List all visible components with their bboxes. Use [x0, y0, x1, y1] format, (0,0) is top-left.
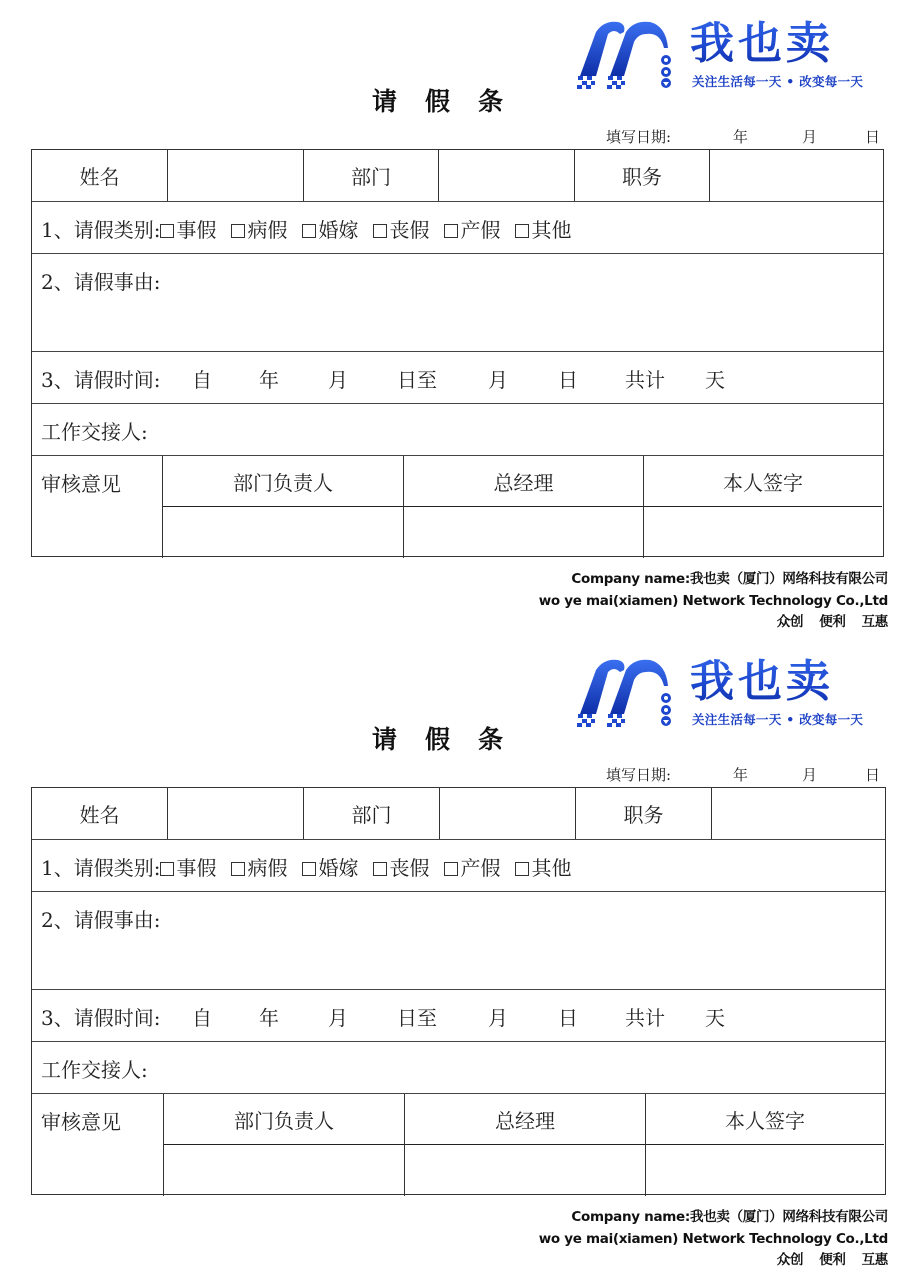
brand-name: 我也卖	[690, 656, 834, 707]
review-dept-head	[163, 1094, 404, 1196]
logo-m-icon	[574, 656, 678, 728]
time-from: 自	[192, 368, 212, 392]
option-other[interactable]: 其他	[515, 852, 571, 881]
review-dept-head-label: 部门负责人	[163, 456, 403, 507]
fill-date-label: 填写日期:	[606, 766, 672, 784]
fill-date-day[interactable]: 日	[865, 766, 881, 784]
leave-type-label: 1、请假类别:	[41, 218, 161, 242]
form-title	[372, 82, 531, 118]
option-marriage[interactable]: 婚嫁	[302, 852, 358, 881]
position-field[interactable]	[712, 788, 884, 839]
dept-field[interactable]	[439, 150, 575, 201]
value-tag: 众创	[776, 1252, 804, 1268]
reason-row[interactable]	[32, 254, 883, 352]
dept-field[interactable]	[440, 788, 576, 839]
fill-date-day[interactable]: 日	[865, 128, 881, 146]
time-total[interactable]: 共计	[625, 1006, 665, 1030]
leave-table	[31, 787, 886, 1195]
checkbox-icon[interactable]	[515, 224, 529, 238]
reason-label: 2、请假事由:	[41, 908, 161, 932]
option-other[interactable]: 其他	[515, 214, 571, 243]
leave-type-row	[32, 840, 885, 892]
fill-date-year[interactable]: 年	[733, 766, 749, 784]
review-self-sign[interactable]	[644, 507, 882, 558]
title-char: 条	[478, 87, 504, 116]
review-self-sign[interactable]	[646, 1145, 884, 1196]
option-sick[interactable]: 病假	[231, 852, 287, 881]
fill-date-month[interactable]: 月	[802, 128, 818, 146]
review-label: 审核意见	[41, 1110, 121, 1134]
company-name-cn: Company name:我也卖（厦门）网络科技有限公司	[571, 1209, 888, 1225]
checkbox-icon[interactable]	[302, 862, 316, 876]
checkbox-icon[interactable]	[444, 862, 458, 876]
checkbox-icon[interactable]	[231, 862, 245, 876]
handover-row[interactable]	[32, 404, 883, 456]
checkbox-icon[interactable]	[444, 224, 458, 238]
option-personal[interactable]: 事假	[160, 214, 216, 243]
reason-label: 2、请假事由:	[41, 270, 161, 294]
value-tag: 众创	[776, 614, 804, 630]
brand-name: 我也卖	[690, 18, 834, 69]
handover-label: 工作交接人:	[41, 1058, 148, 1082]
title-char: 假	[425, 725, 451, 754]
value-tag: 便利	[819, 614, 846, 630]
option-personal[interactable]: 事假	[160, 852, 216, 881]
time-label: 3、请假时间:	[41, 1006, 161, 1030]
name-label: 姓名	[32, 788, 168, 839]
leave-table	[31, 149, 884, 557]
time-row	[32, 990, 885, 1042]
title-char: 请	[372, 87, 398, 116]
review-row	[32, 1094, 885, 1196]
checkbox-icon[interactable]	[160, 224, 174, 238]
company-footer	[539, 1207, 888, 1272]
value-tag: 便利	[819, 1252, 846, 1268]
review-self-label: 本人签字	[644, 456, 882, 507]
value-tag: 互惠	[861, 614, 888, 630]
time-month2[interactable]: 月	[488, 368, 508, 392]
leave-type-row	[32, 202, 883, 254]
time-day2[interactable]: 日	[558, 368, 578, 392]
checkbox-icon[interactable]	[302, 224, 316, 238]
time-days: 天	[705, 368, 725, 392]
company-footer	[539, 569, 888, 634]
fill-date-label: 填写日期:	[606, 128, 672, 146]
time-days: 天	[705, 1006, 725, 1030]
option-bereavement[interactable]: 丧假	[373, 214, 429, 243]
review-self-label: 本人签字	[646, 1094, 884, 1145]
fill-date-year[interactable]: 年	[733, 128, 749, 146]
checkbox-icon[interactable]	[231, 224, 245, 238]
leave-type-label: 1、请假类别:	[41, 856, 161, 880]
time-year[interactable]: 年	[259, 368, 279, 392]
time-day-to[interactable]: 日至	[397, 1006, 437, 1030]
position-field[interactable]	[710, 150, 882, 201]
review-gm	[403, 456, 643, 558]
reason-row[interactable]	[32, 892, 885, 990]
time-month[interactable]: 月	[328, 1006, 348, 1030]
fill-date-month[interactable]: 月	[802, 766, 818, 784]
dept-label: 部门	[304, 788, 440, 839]
checkbox-icon[interactable]	[373, 862, 387, 876]
time-from: 自	[192, 1006, 212, 1030]
review-gm-sign[interactable]	[405, 1145, 645, 1196]
review-dept-head-sign[interactable]	[163, 507, 403, 558]
review-label: 审核意见	[41, 472, 121, 496]
value-tag: 互惠	[861, 1252, 888, 1268]
form-title	[372, 720, 531, 756]
checkbox-icon[interactable]	[515, 862, 529, 876]
name-label: 姓名	[32, 150, 168, 201]
review-gm	[404, 1094, 645, 1196]
option-sick[interactable]: 病假	[231, 214, 287, 243]
time-row	[32, 352, 883, 404]
company-values	[539, 612, 888, 634]
company-name-cn: Company name:我也卖（厦门）网络科技有限公司	[571, 571, 888, 587]
option-bereavement[interactable]: 丧假	[373, 852, 429, 881]
review-dept-head-sign[interactable]	[164, 1145, 404, 1196]
review-dept-head-label: 部门负责人	[164, 1094, 404, 1145]
position-label: 职务	[575, 150, 710, 201]
handover-label: 工作交接人:	[41, 420, 148, 444]
brand-slogan: 关注生活每一天 • 改变每一天	[692, 712, 864, 727]
handover-row[interactable]	[32, 1042, 885, 1094]
name-field[interactable]	[168, 150, 304, 201]
basic-info-row	[32, 788, 885, 840]
company-name-en: wo ye mai(xiamen) Network Technology Co.,Ltd	[538, 592, 888, 609]
dept-label: 部门	[304, 150, 439, 201]
review-gm-sign[interactable]	[404, 507, 643, 558]
brand-slogan: 关注生活每一天 • 改变每一天	[692, 74, 864, 89]
company-logo	[574, 18, 890, 90]
review-self	[643, 456, 882, 558]
company-logo	[574, 656, 890, 728]
time-month[interactable]: 月	[328, 368, 348, 392]
name-field[interactable]	[168, 788, 304, 839]
logo-m-icon	[574, 18, 678, 90]
review-row	[32, 456, 883, 558]
title-char: 条	[478, 725, 504, 754]
review-dept-head	[162, 456, 403, 558]
time-day-to[interactable]: 日至	[397, 368, 437, 392]
position-label: 职务	[576, 788, 712, 839]
option-marriage[interactable]: 婚嫁	[302, 214, 358, 243]
checkbox-icon[interactable]	[160, 862, 174, 876]
time-day2[interactable]: 日	[558, 1006, 578, 1030]
time-year[interactable]: 年	[259, 1006, 279, 1030]
checkbox-icon[interactable]	[373, 224, 387, 238]
leave-form-2	[0, 638, 900, 1272]
time-month2[interactable]: 月	[488, 1006, 508, 1030]
review-gm-label: 总经理	[405, 1094, 645, 1145]
company-values	[539, 1250, 888, 1272]
title-char: 假	[425, 87, 451, 116]
company-name-en: wo ye mai(xiamen) Network Technology Co.,Ltd	[538, 1230, 888, 1247]
option-maternity[interactable]: 产假	[444, 852, 500, 881]
review-self	[645, 1094, 884, 1196]
option-maternity[interactable]: 产假	[444, 214, 500, 243]
basic-info-row	[32, 150, 883, 202]
time-label: 3、请假时间:	[41, 368, 161, 392]
review-gm-label: 总经理	[404, 456, 643, 507]
time-total[interactable]: 共计	[625, 368, 665, 392]
title-char: 请	[372, 725, 398, 754]
